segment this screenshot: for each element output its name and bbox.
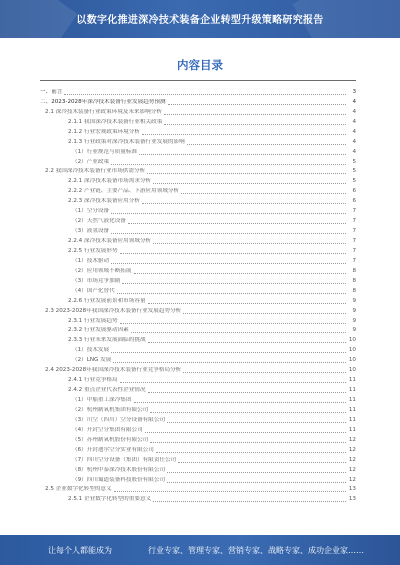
toc-entry-title: （9）四川蜀道装备科技股份有限公司 <box>72 476 166 483</box>
toc-entry[interactable] <box>40 245 356 255</box>
toc-entry[interactable] <box>40 325 356 335</box>
toc-entry[interactable] <box>40 424 356 434</box>
toc-dot-leader <box>168 103 346 105</box>
toc-dot-leader <box>153 500 346 502</box>
toc-entry[interactable] <box>40 484 356 494</box>
toc-dot-leader <box>111 262 346 264</box>
toc-dot-leader <box>150 411 346 413</box>
toc-dot-leader <box>148 341 346 343</box>
toc-entry-title: （8）杭州中泰深冷技术股份有限公司 <box>72 466 166 473</box>
toc-entry[interactable] <box>40 235 356 245</box>
toc-page-number: 8 <box>352 267 356 274</box>
toc-dot-leader <box>150 441 346 443</box>
toc-dot-leader <box>181 192 346 194</box>
toc-dot-leader <box>114 490 346 492</box>
toc-entry[interactable] <box>40 205 356 215</box>
toc-dot-leader <box>148 391 346 393</box>
toc-entry[interactable] <box>40 116 356 126</box>
toc-entry[interactable] <box>40 86 356 96</box>
toc-entry[interactable] <box>40 364 356 374</box>
toc-page-number: 12 <box>348 446 356 453</box>
toc-entry[interactable] <box>40 275 356 285</box>
toc-entry-title: 2.2.6 行业发展前景和市场容量 <box>68 297 146 304</box>
toc-page-number: 4 <box>352 108 356 115</box>
toc-page-number: 13 <box>348 496 356 503</box>
toc-page-number: 4 <box>352 98 356 105</box>
toc-page-number: 4 <box>352 148 356 155</box>
toc-entry[interactable] <box>40 454 356 464</box>
toc-entry-title: 2.1.2 行业宏观政策环境分析 <box>68 128 140 135</box>
toc-entry[interactable] <box>40 195 356 205</box>
toc-divider <box>40 80 356 81</box>
toc-entry-title: （2）应用领域不断拓展 <box>72 267 132 274</box>
toc-entry-title: （3）市场竞争加剧 <box>72 277 121 284</box>
toc-entry-title: （1）技术驱动 <box>72 257 110 264</box>
toc-entry-title: 2.5 企业数字化转型的意义 <box>45 486 112 493</box>
toc-entry[interactable] <box>40 315 356 325</box>
toc-page-number: 10 <box>348 357 356 364</box>
toc-entry[interactable] <box>40 434 356 444</box>
toc-entry-title: 2.2.3 深冷技术装备应用分析 <box>68 198 140 205</box>
toc-dot-leader <box>156 451 346 453</box>
toc-entry-title: （6）开封迪尔空分实业有限公司 <box>72 446 154 453</box>
toc-page-number: 10 <box>348 367 356 374</box>
toc-page-number: 12 <box>348 476 356 483</box>
toc-dot-leader <box>187 143 346 145</box>
toc-page-number: 3 <box>352 88 356 95</box>
toc-dot-leader <box>164 113 346 115</box>
toc-entry-title: 2.2.4 深冷技术装备应用领域分析 <box>68 238 152 244</box>
toc-entry[interactable] <box>40 305 356 315</box>
toc-dot-leader <box>120 381 346 383</box>
toc-entry[interactable] <box>40 384 356 394</box>
toc-entry-title: （3）川空（四川）空分设备有限公司 <box>72 416 166 423</box>
toc-heading: 内容目录 <box>177 58 223 72</box>
toc-entry[interactable] <box>40 464 356 474</box>
toc-entry-title: （1）技术发展 <box>72 347 110 354</box>
toc-entry[interactable] <box>40 334 356 344</box>
toc-page-number: 9 <box>352 317 356 324</box>
toc-entry-title: （1）中船重工深冷集团 <box>72 397 132 403</box>
toc-entry-title: （1）行业规范与质量标准 <box>72 148 138 155</box>
toc-page-number: 9 <box>352 307 356 314</box>
toc-entry[interactable] <box>40 185 356 195</box>
toc-entry[interactable] <box>40 265 356 275</box>
toc-page-number: 6 <box>352 198 356 205</box>
toc-dot-leader <box>142 202 346 204</box>
toc-entry[interactable] <box>40 166 356 176</box>
toc-page-number: 11 <box>348 397 356 403</box>
toc-page-number: 11 <box>348 387 356 394</box>
toc-page-number: 12 <box>348 436 356 443</box>
toc-entry[interactable] <box>40 136 356 146</box>
toc-page-number: 4 <box>352 138 356 145</box>
toc-entry-title: 2.4.1 行业竞争格局 <box>68 377 118 384</box>
toc-page-number: 7 <box>352 247 356 254</box>
toc-entry[interactable] <box>40 126 356 136</box>
toc-entry-title: 2.2.5 行业发展形势 <box>68 247 118 254</box>
toc-page-number: 11 <box>348 426 356 433</box>
toc-dot-leader <box>111 351 346 353</box>
toc-dot-leader <box>64 93 346 95</box>
toc-page-number: 5 <box>352 158 356 165</box>
toc-page-number: 11 <box>348 406 356 413</box>
footer-slogan-right: 行业专家、管理专家、营销专家、战略专家、成功企业家…… <box>148 546 364 555</box>
toc-entry-title: 2.1.1 我国深冷技术装备行业相关政策 <box>68 118 163 125</box>
toc-page-number: 4 <box>352 118 356 125</box>
toc-page-number: 7 <box>352 208 356 215</box>
toc-entry-title: 2.3.2 行业发展驱动因素 <box>68 327 129 334</box>
toc-dot-leader <box>164 123 346 125</box>
report-title: 以数字化推进深冷技术装备企业转型升级策略研究报告 <box>76 15 324 26</box>
toc-dot-leader <box>120 252 346 254</box>
toc-page-number: 12 <box>348 466 356 473</box>
toc-entry-title: 2.3.3 行业未来发展面临的挑战 <box>68 337 146 344</box>
toc-dot-leader <box>178 461 346 463</box>
toc-page-number: 7 <box>352 257 356 264</box>
toc-dot-leader <box>142 133 346 135</box>
toc-entry-title: （2）产业政策 <box>72 158 110 165</box>
toc-entry-title: （3）液氢设备 <box>72 228 110 235</box>
toc-entry[interactable] <box>40 414 356 424</box>
toc-dot-leader <box>111 232 346 234</box>
toc-entry-title: 2.4.2 重点企业代表性企业情况 <box>68 387 146 394</box>
toc-entry[interactable] <box>40 493 356 503</box>
toc-dot-leader <box>147 172 346 174</box>
toc-page-number: 9 <box>352 297 356 304</box>
toc-page-number: 12 <box>348 456 356 463</box>
toc-entry-title: 2.5.1 企业数字化转型的重要意义 <box>68 496 152 503</box>
toc-page-number: 13 <box>348 486 356 493</box>
toc-entry[interactable] <box>40 225 356 235</box>
toc-entry[interactable] <box>40 374 356 384</box>
toc-entry-title: （2）LNG 发展 <box>72 357 112 364</box>
toc-page-number: 6 <box>352 188 356 195</box>
toc-dot-leader <box>117 292 346 294</box>
toc-entry[interactable] <box>40 285 356 295</box>
toc-entry[interactable] <box>40 394 356 404</box>
toc-entry[interactable] <box>40 444 356 454</box>
toc-page-number: 4 <box>352 128 356 135</box>
toc-entry[interactable] <box>40 344 356 354</box>
toc-entry-title: （4）开封空分集团有限公司 <box>72 426 143 433</box>
toc-entry-title: （1）空分设备 <box>72 208 110 215</box>
toc-entry[interactable] <box>40 255 356 265</box>
table-of-contents <box>40 86 356 503</box>
toc-entry-title: （2）杭州制氧机集团有限公司 <box>72 406 149 413</box>
toc-dot-leader <box>131 331 346 333</box>
toc-page-number: 10 <box>348 347 356 354</box>
toc-dot-leader <box>120 322 346 324</box>
toc-dot-leader <box>111 212 346 214</box>
toc-dot-leader <box>167 471 346 473</box>
toc-entry-title: （4）国产化替代 <box>72 287 115 294</box>
toc-entry-title: 2.3 2023-2028年我国深冷技术装备行业发展趋势分析 <box>45 307 182 314</box>
toc-page-number: 10 <box>348 337 356 344</box>
toc-entry-title: 2.2.1 深冷技术装备市场需求分析 <box>68 178 152 185</box>
toc-dot-leader <box>113 361 346 363</box>
toc-dot-leader <box>183 371 346 373</box>
toc-entry[interactable] <box>40 106 356 116</box>
toc-page-number: 5 <box>352 178 356 185</box>
footer-slogan-left: 让每个人都能成为 <box>48 546 112 555</box>
toc-dot-leader <box>153 182 346 184</box>
toc-entry[interactable] <box>40 404 356 414</box>
toc-dot-leader <box>153 242 346 244</box>
toc-dot-leader <box>122 282 346 284</box>
toc-entry[interactable] <box>40 146 356 156</box>
toc-dot-leader <box>134 401 347 403</box>
toc-entry[interactable] <box>40 295 356 305</box>
toc-dot-leader <box>145 431 346 433</box>
toc-dot-leader <box>183 312 346 314</box>
toc-entry-title: （2）天然气液化设备 <box>72 218 126 225</box>
report-header-banner <box>0 0 400 38</box>
toc-dot-leader <box>111 163 346 165</box>
toc-dot-leader <box>139 153 346 155</box>
toc-entry[interactable] <box>40 175 356 185</box>
toc-entry-title: （5）苏州制氧机股份有限公司 <box>72 436 149 443</box>
toc-page-number: 7 <box>352 228 356 235</box>
toc-entry-title: （7）四川空分设备（集团）有限责任公司 <box>72 456 177 463</box>
toc-entry[interactable] <box>40 215 356 225</box>
toc-entry-title: 2.2.2 产业链、主要产品、下游应用领域分析 <box>68 188 180 195</box>
toc-dot-leader <box>134 272 347 274</box>
toc-page-number: 5 <box>352 168 356 175</box>
toc-page-number: 11 <box>348 416 356 423</box>
toc-entry-title: 二、2023-2028年深冷技术装备行业发展趋势预测 <box>40 98 166 105</box>
toc-entry-title: 2.4 2023-2028年我国深冷技术装备行业竞争格局分析 <box>45 367 182 374</box>
toc-dot-leader <box>148 302 346 304</box>
toc-page-number: 7 <box>352 218 356 225</box>
toc-page-number: 7 <box>352 238 356 244</box>
toc-entry[interactable] <box>40 474 356 484</box>
toc-entry[interactable] <box>40 96 356 106</box>
toc-dot-leader <box>167 421 346 423</box>
toc-entry-title: 一、前言 <box>40 88 63 95</box>
toc-entry-title: 2.3.1 行业发展趋势 <box>68 317 118 324</box>
toc-page-number: 8 <box>352 287 356 294</box>
toc-entry[interactable] <box>40 156 356 166</box>
toc-page-number: 11 <box>348 377 356 384</box>
toc-entry-title: 2.1.3 行业政策对深冷技术装备行业发展的影响 <box>68 138 185 145</box>
toc-page-number: 8 <box>352 277 356 284</box>
toc-entry[interactable] <box>40 354 356 364</box>
toc-entry-title: 2.2 我国深冷技术装备行业市场供需分析 <box>45 168 146 175</box>
footer-banner <box>0 535 400 565</box>
toc-page-number: 9 <box>352 327 356 334</box>
toc-dot-leader <box>167 481 346 483</box>
toc-dot-leader <box>128 222 346 224</box>
toc-entry-title: 2.1 深冷技术装备行业政策环境及未来影响分析 <box>45 108 162 115</box>
